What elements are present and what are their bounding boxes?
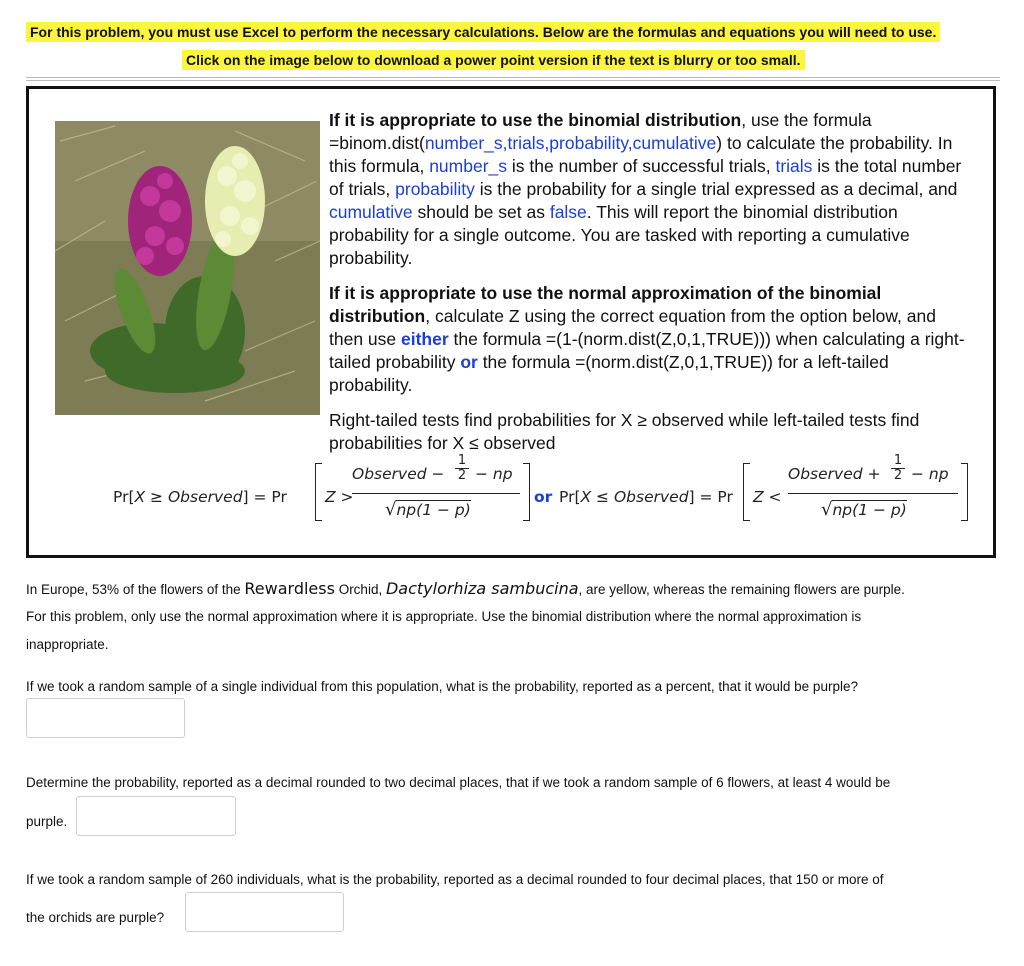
z-greater: Z > xyxy=(325,488,354,506)
binomial-heading: If it is appropriate to use the binomial distribution xyxy=(329,110,742,130)
half-num: 1 xyxy=(893,453,903,468)
tails-paragraph: Right-tailed tests find probabilities for X ≥ observed while left-tailed tests find probabilities for X ≤ observed xyxy=(329,410,920,453)
text: , are yellow, whereas the remaining flowers are purple. xyxy=(578,582,905,597)
or-term: or xyxy=(460,352,478,372)
fraction-bar-right xyxy=(788,493,958,494)
answer-2-input[interactable] xyxy=(76,796,236,836)
text: Orchid, xyxy=(334,582,386,597)
text: , calculate Z using the correct equation from the option below, and then use xyxy=(329,306,936,349)
minus-np-left: − np xyxy=(475,465,513,483)
orchid-photo[interactable] xyxy=(55,121,320,415)
normal-heading: If it is appropriate to use the normal approximation of the binomial distribution xyxy=(329,283,882,326)
binomial-paragraph xyxy=(329,109,969,270)
text: In Europe, 53% of the flowers of the xyxy=(26,582,245,597)
trials-term: trials xyxy=(775,156,813,176)
text: ] = Pr xyxy=(242,488,287,506)
question-3: If we took a random sample of 260 individuals, what is the probability, reported as a decimal rounded to four decimal places, that 150 or more of xyxy=(26,872,884,887)
text: is the probability for a single trial expressed as a decimal, and xyxy=(474,179,958,199)
half-left xyxy=(455,453,469,483)
left-bracket-close xyxy=(523,463,530,521)
half-right xyxy=(891,453,905,483)
text: Pr[ xyxy=(113,488,135,506)
problem-intro-line2: For this problem, only use the normal approximation where it is appropriate. Use the binomial distribution where the normal approximation is xyxy=(26,609,862,624)
divider-top-2 xyxy=(26,80,1000,81)
text: , use the formula =binom.dist( xyxy=(329,110,872,153)
answer-1-input[interactable] xyxy=(26,698,185,738)
or-label: or xyxy=(534,488,553,506)
numerator-left: Observed − xyxy=(352,465,445,483)
right-lhs xyxy=(559,488,733,506)
text: X ≥ Observed xyxy=(134,488,243,506)
false-term: false xyxy=(549,202,587,222)
text: is the total number of trials, xyxy=(329,156,962,199)
formula-panel[interactable] xyxy=(26,86,996,558)
text: the formula =(1-(norm.dist(Z,0,1,TRUE))) when calculating a right-tailed probability xyxy=(329,329,965,372)
cumulative-term: cumulative xyxy=(329,202,413,222)
question-1: If we took a random sample of a single individual from this population, what is the probability, reported as a percent, that it would be purple? xyxy=(26,679,858,694)
right-bracket-open xyxy=(743,463,750,521)
text: np(1 − p) xyxy=(396,501,471,519)
problem-intro xyxy=(26,575,1006,604)
half-num: 1 xyxy=(457,453,467,468)
orchid-name: Rewardless xyxy=(244,579,335,598)
text: ] = Pr xyxy=(688,488,733,506)
text: the formula =(norm.dist(Z,0,1,TRUE)) for a left-tailed probability. xyxy=(329,352,889,395)
divider-top xyxy=(26,77,1000,78)
left-lhs xyxy=(113,488,287,506)
text: is the number of successful trials, xyxy=(507,156,776,176)
text: should be set as xyxy=(412,202,550,222)
banner-line-1: For this problem, you must use Excel to perform the necessary calculations. Below are the formulas and equations you will need to use. xyxy=(26,22,940,42)
fraction-bar-left xyxy=(352,493,520,494)
left-bracket-open xyxy=(315,463,322,521)
instruction-text xyxy=(329,109,969,467)
denominator-right: √np(1 − p) xyxy=(821,499,907,520)
banner-line-2[interactable]: Click on the image below to download a power point version if the text is blurry or too small. xyxy=(182,50,805,70)
numerator-right: Observed + xyxy=(788,465,881,483)
text: Pr[ xyxy=(559,488,581,506)
minus-np-right: − np xyxy=(911,465,949,483)
text: np(1 − p) xyxy=(832,501,907,519)
binom-args: number_s,trials,probability,cumulative xyxy=(424,133,717,153)
orchid-image xyxy=(55,121,320,415)
z-less: Z < xyxy=(753,488,782,506)
right-bracket-close xyxy=(961,463,968,521)
denominator-left: √np(1 − p) xyxy=(385,499,471,520)
half-den: 2 xyxy=(455,468,469,483)
species-name: Dactylorhiza sambucina xyxy=(385,579,579,598)
problem-intro-line3: inappropriate. xyxy=(26,637,109,652)
half-den: 2 xyxy=(891,468,905,483)
answer-3-input[interactable] xyxy=(185,892,344,932)
question-2: Determine the probability, reported as a decimal rounded to two decimal places, that if we took a random sample of 6 flowers, at least 4 would be xyxy=(26,775,891,790)
text: X ≤ Observed xyxy=(580,488,689,506)
number-s-term: number_s xyxy=(429,156,508,176)
text: . This will report the binomial distribution probability for a single outcome. You are tasked with reporting a cumulative probability. xyxy=(329,202,910,268)
z-formulas xyxy=(113,453,973,527)
probability-term: probability xyxy=(395,179,475,199)
normal-paragraph xyxy=(329,282,969,397)
either-term: either xyxy=(401,329,449,349)
question-2-end: purple. xyxy=(26,814,68,829)
question-3-end: the orchids are purple? xyxy=(26,910,165,925)
text: ) to calculate the probability. In this formula, xyxy=(329,133,953,176)
